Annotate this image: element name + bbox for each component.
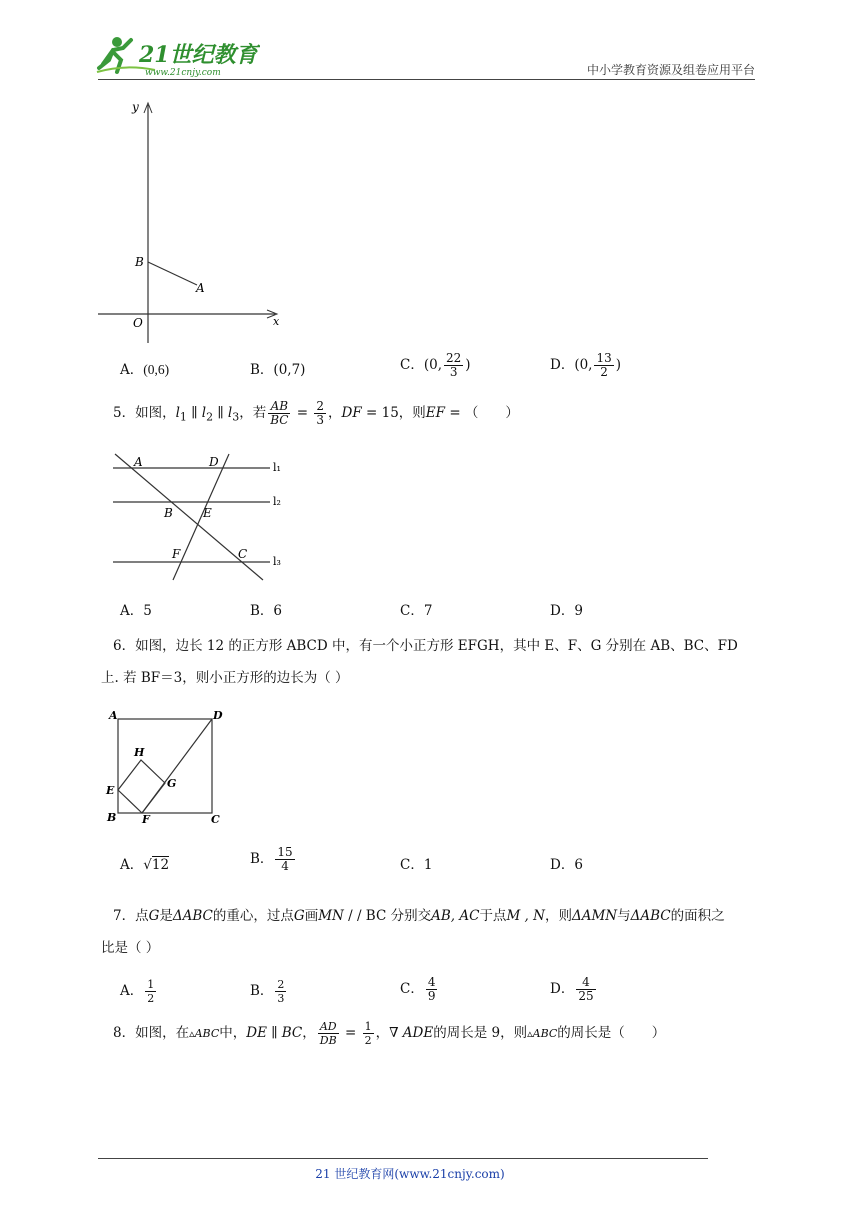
q4-label-y: y	[132, 100, 139, 114]
q6-label-a: A	[109, 709, 118, 722]
q6-label-e: E	[106, 784, 115, 797]
q6-stem-line2: 上. 若 BF＝3，则小正方形的边长为（ ）	[101, 670, 349, 686]
q5-label-b: B	[164, 506, 173, 520]
q6-label-b: B	[107, 811, 117, 824]
q6-option-b[interactable]: B． $\frac{15}{4}$	[250, 845, 293, 873]
q4-option-c[interactable]: C．(0, $\frac{22}{3}$ )	[400, 351, 471, 379]
q4-coordinate-figure	[95, 95, 295, 345]
q5-option-d[interactable]: D．9	[550, 603, 583, 619]
q4-label-b: B	[135, 255, 144, 269]
q4-label-x: x	[273, 315, 280, 328]
q4-label-a: A	[196, 281, 205, 295]
q7-option-c[interactable]: C． $\frac{4}{9}$	[400, 975, 436, 1003]
q7-option-a[interactable]: A． $\frac{1}{2}$	[120, 978, 155, 1005]
q5-label-e: E	[203, 506, 212, 520]
q4-option-d[interactable]: D．(0, $\frac{13}{2}$ )	[550, 351, 622, 379]
q5-label-l2: l₂	[273, 495, 281, 508]
q5-label-c: C	[238, 547, 248, 561]
q5-option-a[interactable]: A．5	[120, 603, 152, 619]
q6-label-d: D	[213, 709, 223, 722]
q6-option-c[interactable]: C．1	[400, 857, 433, 873]
q6-option-a[interactable]: A．√12	[120, 857, 170, 873]
q6-option-d[interactable]: D．6	[550, 857, 583, 873]
q4-label-o: O	[133, 316, 143, 330]
q5-option-b[interactable]: B．6	[250, 603, 283, 619]
q7-option-d[interactable]: D． $\frac{4}{25}$	[550, 975, 594, 1003]
q7-stem-line2: 比是（ ）	[101, 940, 160, 956]
q5-label-f: F	[172, 547, 181, 561]
logo-text: 21世纪教育	[139, 42, 258, 68]
q5-label-a: A	[134, 455, 143, 469]
sqrt-icon: √	[143, 857, 152, 873]
q6-label-h: H	[134, 746, 145, 759]
q6-label-g: G	[167, 777, 177, 790]
q6-square-figure	[100, 702, 230, 832]
q6-label-c: C	[211, 813, 220, 826]
q7-option-b[interactable]: B． $\frac{2}{3}$	[250, 978, 285, 1005]
header-platform-text: 中小学教育资源及组卷应用平台	[586, 63, 755, 77]
q8-stem: 8．如图，在▵ABC中，DE ∥ BC， $\frac{AD}{DB}$ = $\frac{1}{2}$ ，∇ ADE的周长是 9，则▵ABC的周长是（ ）	[113, 1020, 666, 1047]
footer-divider	[98, 1158, 708, 1159]
q5-parallel-lines-figure	[105, 450, 295, 585]
q5-stem: 5．如图，$l_1$ ∥ $l_2$ ∥ $l_3$，若 $\frac{AB}{BC}$ = $\frac{2}{3}$ ，DF = 15，则EF = （ ）	[113, 399, 519, 427]
q4-option-b[interactable]: B．(0,7)	[250, 362, 306, 378]
header-divider	[98, 79, 755, 80]
q5-option-c[interactable]: C．7	[400, 603, 433, 619]
logo-url: www.21cnjy.com	[145, 68, 221, 78]
footer-text[interactable]: 21 世纪教育网(www.21cnjy.com)	[315, 1167, 505, 1181]
q4-option-a[interactable]: A．(0,6)	[120, 362, 170, 378]
q6-stem-line1: 6．如图，边长 12 的正方形 ABCD 中，有一个小正方形 EFGH，其中 E、F、G 分别在 AB、BC、FD	[113, 638, 738, 654]
site-logo	[95, 34, 260, 78]
q5-label-l3: l₃	[273, 555, 281, 568]
q7-stem-line1: 7．点G是ΔABC的重心，过点G画MN / / BC 分别交AB, AC于点M , N，则ΔAMN与ΔABC的面积之	[113, 908, 725, 924]
q5-label-l1: l₁	[273, 461, 281, 474]
q5-label-d: D	[209, 455, 219, 469]
q6-label-f: F	[142, 813, 150, 826]
